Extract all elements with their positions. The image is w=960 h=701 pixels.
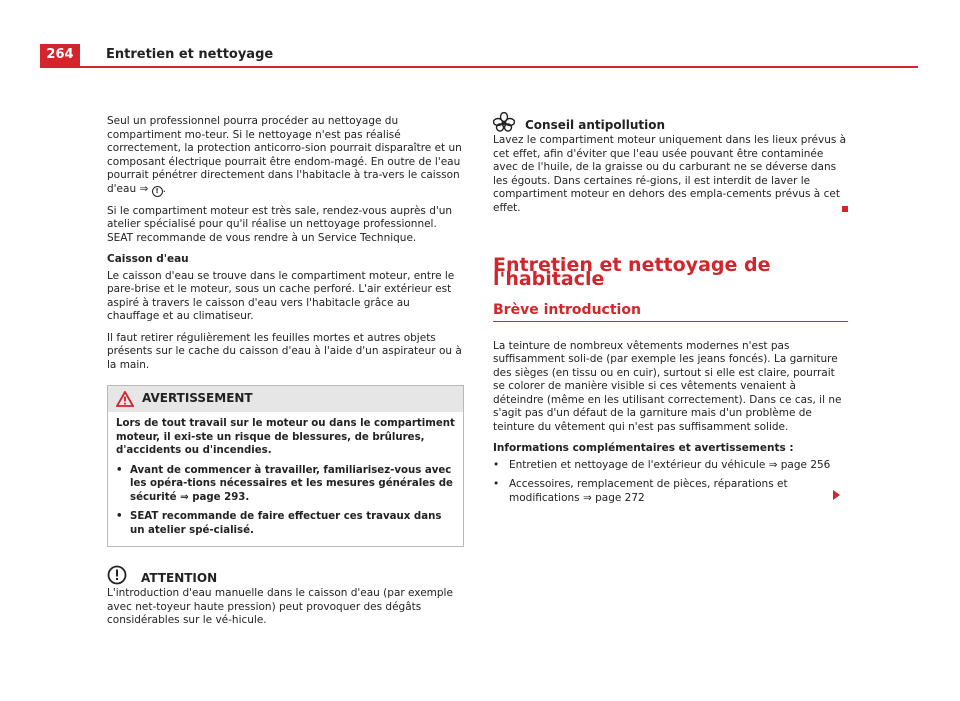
warning-header <box>108 386 463 412</box>
warning-title: AVERTISSEMENT <box>142 391 253 406</box>
end-square-icon <box>842 206 848 212</box>
cross-ref-arrow: ⇒ <box>139 182 149 195</box>
page-number: 264 <box>40 44 80 66</box>
section-title: Entretien et nettoyage de l'habitacle <box>493 254 771 290</box>
right-column <box>493 112 848 511</box>
eco-flower-icon <box>493 112 515 132</box>
eco-title: Conseil antipollution <box>525 117 666 132</box>
attention-text: L'introduction d'eau manuelle dans le caisson d'eau (par exemple avec net-toyeur haute pression) peut provoquer des dégâts considérables sur le vé-hicule. <box>107 587 453 626</box>
eco-header <box>493 112 848 132</box>
left-column <box>107 115 464 636</box>
page-header <box>40 44 918 68</box>
related-list <box>493 459 848 506</box>
paragraph-caisson: Le caisson d'eau se trouve dans le compartiment moteur, entre le pare-brise et le moteur, sous un cache perforé. L'air extérieur est aspiré à travers le caisson d'eau vers l'habitacle grâce au chauffage et au climatiseur. <box>107 269 455 322</box>
list-item: • Accessoires, remplacement de pièces, réparations et modifications ⇒ page 272 <box>493 478 848 505</box>
attention-title: ATTENTION <box>141 570 218 585</box>
warning-triangle-icon <box>116 391 134 407</box>
paragraph-engine-cleaning: Seul un professionnel pourra procéder au nettoyage du compartiment mo-teur. Si le nettoyage n'est pas réalisé correctement, la protection anticorro-sion pourrait disparaître et un composant électrique pourrait être endom-magé. En outre de l'eau pourrait pénétrer directement dans l'habitacle à tra-vers le caisson d'eau ⇒ ! . <box>107 115 462 195</box>
related-heading: Informations complémentaires et avertissements : <box>493 442 794 454</box>
attention-block <box>107 565 464 628</box>
warning-bullet: • SEAT recommande de faire effectuer ces travaux dans un atelier spé-cialisé. <box>116 511 442 536</box>
warning-bullet: • Avant de commencer à travailler, familiarisez-vous avec les opéra-tions nécessaires et les mesures générales de sécurité ⇒ page 293. <box>116 464 453 503</box>
paragraph-dirty-engine: Si le compartiment moteur est très sale, rendez-vous auprès d'un atelier spécialisé pour qu'il réalise un nettoyage professionnel. SEAT recommande de vous rendre à un Service Technique. <box>107 204 453 244</box>
related-link[interactable]: Accessoires, remplacement de pièces, réparations et modifications ⇒ page 272 <box>509 478 788 504</box>
info-circle-icon: ! <box>152 186 163 197</box>
warning-intro: Lors de tout travail sur le moteur ou dans le compartiment moteur, il exi-ste un risque de blessures, de brûlures, d'accidents ou d'incendies. <box>116 418 455 456</box>
warning-body <box>108 412 463 546</box>
warning-box <box>107 385 464 547</box>
chapter-title: Entretien et nettoyage <box>106 47 274 62</box>
related-link[interactable]: Entretien et nettoyage de l'extérieur du véhicule ⇒ page 256 <box>509 458 831 471</box>
paragraph-leaves: Il faut retirer régulièrement les feuilles mortes et autres objets présents sur le cache du caisson d'eau à l'aide d'un aspirateur ou à la main. <box>107 331 462 371</box>
eco-text: Lavez le compartiment moteur uniquement dans les lieux prévus à cet effet, afin d'éviter que l'eau usée pouvant être contaminée avec de l'huile, de la graisse ou du carburant ne se déverse dans les égouts. Dans certaines ré-gions, il est interdit de laver le compartiment moteur en dehors des empla-cements prévus à cet effet. <box>493 134 847 214</box>
caisson-heading: Caisson d'eau <box>107 253 189 265</box>
intro-paragraph: La teinture de nombreux vêtements modernes n'est pas suffisamment soli-de (par exemple les jeans foncés). La garniture des sièges (en tissu ou en cuir), surtout si elle est claire, pourrait se colorer de manière visible si ces vêtements venaient à déteindre (même en les utilisant correctement). Dans ce cas, il ne s'agit pas d'un défaut de la garniture mais d'un problème de teinture du vêtement qui n'est pas suffisamment solide. <box>493 339 842 433</box>
attention-exclamation-icon <box>107 565 127 585</box>
attention-header <box>107 565 464 585</box>
sub-title: Brève introduction <box>493 304 848 322</box>
continue-arrow-icon <box>833 490 840 500</box>
list-item: • Entretien et nettoyage de l'extérieur du véhicule ⇒ page 256 <box>493 458 831 471</box>
